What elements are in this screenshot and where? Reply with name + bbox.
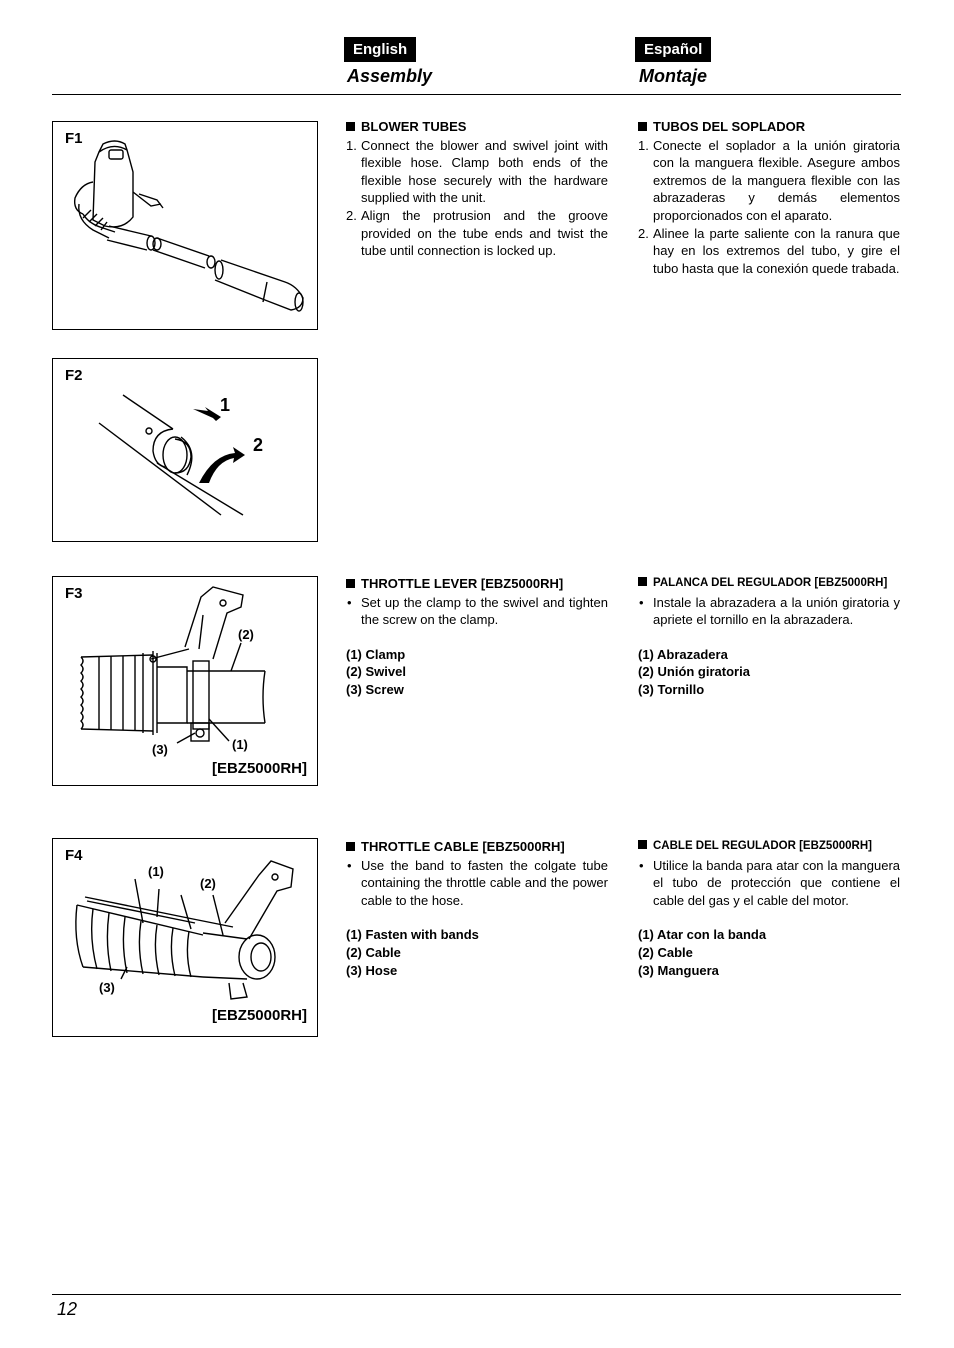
figure-f2-label: F2 — [65, 367, 83, 384]
step-item: 1. Connect the blower and swivel joint with flexible hose. Clamp both ends of the flexible hose securely with the hardware supplied with the unit. — [346, 137, 608, 206]
parts-list: (1) Fasten with bands (2) Cable (3) Hose — [346, 927, 479, 978]
figure-f1-label: F1 — [65, 130, 83, 147]
callout-2: (2) — [200, 876, 216, 891]
figure-f3 — [52, 576, 318, 786]
spanish-section-title: Montaje — [639, 66, 708, 86]
figure-f1 — [52, 121, 318, 330]
section-throttle-lever-es — [638, 575, 900, 699]
arrow-label-1: 1 — [220, 395, 231, 415]
bullet-item: • Use the band to fasten the colgate tube containing the throttle cable and the power cable to the hose. — [347, 857, 608, 908]
section-heading: THROTTLE CABLE [EBZ5000RH] — [361, 839, 565, 854]
callout-1: (1) — [232, 737, 248, 752]
section-throttle-cable-es — [638, 838, 900, 979]
section-heading: TUBOS DEL SOPLADOR — [653, 119, 806, 134]
callout-3: (3) — [99, 980, 115, 995]
throttle-lever-illustration — [53, 577, 317, 785]
figure-f4-model: [EBZ5000RH] — [211, 1007, 307, 1024]
parts-list: (1) Atar con la banda (2) Cable (3) Manguera — [638, 927, 767, 978]
section-blower-tubes-es — [638, 118, 900, 277]
english-language-tag: English — [344, 37, 416, 62]
figure-f2 — [52, 358, 318, 542]
bullet-item: • Instale la abrazadera a la unión giratoria y apriete el tornillo en la abrazadera. — [639, 594, 900, 628]
step-item: 1. Conecte el soplador a la unión giratoria con la manguera flexible. Asegure ambos extremos de la manguera flexible con las abrazaderas y demás elementos proporcionados con el aparato. — [638, 137, 900, 223]
blower-tubes-illustration — [53, 122, 317, 329]
bullet-square-icon — [638, 840, 647, 849]
figure-f4 — [52, 838, 318, 1037]
bullet-square-icon — [638, 577, 647, 586]
step-item: 2. Alinee la parte saliente con la ranura que hay en los extremos del tubo, y gire el tubo hasta que la conexión quede trabada. — [638, 225, 900, 276]
section-throttle-lever-en — [346, 575, 608, 699]
arrow-label-2: 2 — [253, 435, 264, 455]
bullet-square-icon — [346, 842, 355, 851]
section-heading: PALANCA DEL REGULADOR [EBZ5000RH] — [653, 577, 888, 589]
footer-rule — [52, 1294, 901, 1295]
parts-list: (1) Abrazadera (2) Unión giratoria (3) Tornillo — [638, 646, 750, 697]
page-number: 12 — [57, 1299, 78, 1319]
step-item: 2. Align the protrusion and the groove provided on the tube ends and twist the tube until connection is locked up. — [346, 207, 608, 259]
section-blower-tubes-en — [346, 118, 608, 260]
parts-list: (1) Clamp (2) Swivel (3) Screw — [346, 646, 406, 697]
callout-3: (3) — [152, 742, 168, 757]
figure-f4-label: F4 — [65, 847, 83, 864]
bullet-square-icon — [346, 579, 355, 588]
bullet-item: • Utilice la banda para atar con la manguera el tubo de protección que contiene el cable del gas y el cable del motor. — [639, 857, 900, 908]
tube-twist-lock-illustration — [53, 359, 317, 541]
english-section-title: Assembly — [347, 66, 433, 86]
callout-1: (1) — [148, 864, 164, 879]
header-rule — [52, 94, 901, 95]
callout-2: (2) — [238, 627, 254, 642]
bullet-square-icon — [638, 122, 647, 131]
section-heading: CABLE DEL REGULADOR [EBZ5000RH] — [653, 840, 872, 852]
section-throttle-cable-en — [346, 838, 608, 979]
section-heading: BLOWER TUBES — [361, 119, 467, 134]
figure-f3-model: [EBZ5000RH] — [211, 760, 307, 777]
bullet-square-icon — [346, 122, 355, 131]
bullet-item: • Set up the clamp to the swivel and tighten the screw on the clamp. — [347, 594, 608, 628]
figure-f3-label: F3 — [65, 585, 83, 602]
section-heading: THROTTLE LEVER [EBZ5000RH] — [361, 576, 564, 591]
spanish-language-tag: Español — [635, 37, 711, 62]
